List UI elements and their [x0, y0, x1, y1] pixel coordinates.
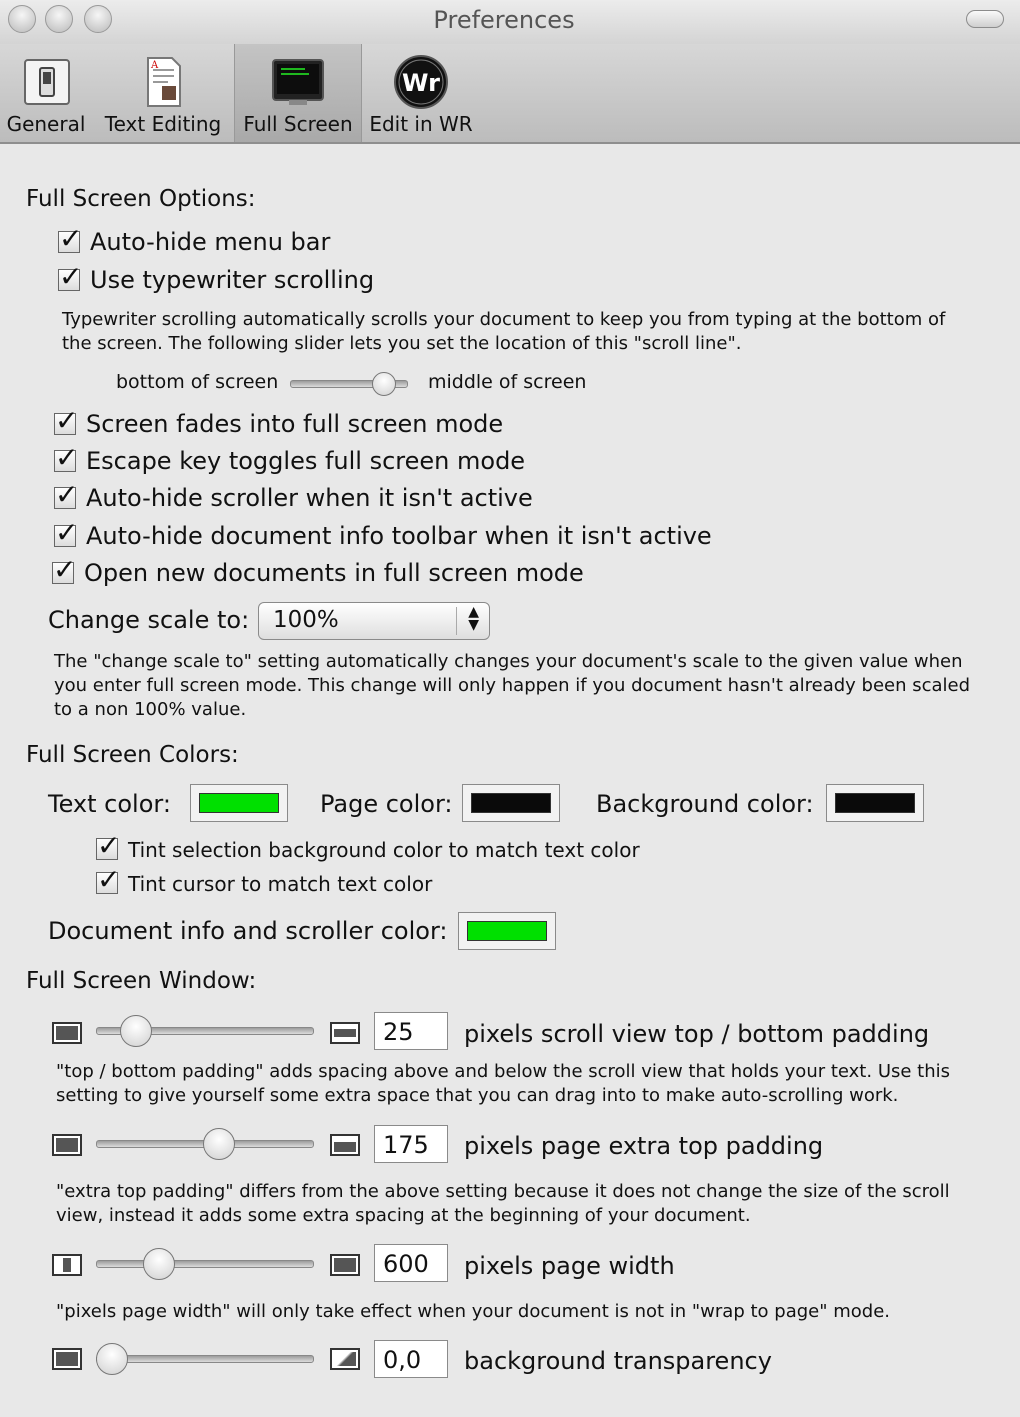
full-screen-options-heading: Full Screen Options: [26, 186, 256, 212]
full-screen-window-heading: Full Screen Window: [26, 968, 257, 994]
top-padding-input[interactable]: 175 [374, 1125, 448, 1163]
scroll-padding-input[interactable]: 25 [374, 1012, 448, 1050]
checkbox-checked-icon [96, 872, 118, 894]
checkbox-checked-icon [96, 838, 118, 860]
tab-edit-in-wr[interactable] [364, 44, 478, 142]
top-padding-description: "extra top padding" differs from the above setting because it does not change the size of the scroll view, instead it adds some extra spacing at the beginning of your document. [56, 1181, 950, 1226]
monitor-icon [269, 54, 327, 110]
page-color-label: Page color: [320, 790, 453, 818]
background-color-swatch [835, 793, 915, 813]
text-color-swatch [199, 793, 279, 813]
page-color-swatch [471, 793, 551, 813]
svg-text:Wr: Wr [402, 69, 440, 97]
checkbox-checked-icon [58, 231, 80, 253]
checkbox-checked-icon [54, 413, 76, 435]
checkbox-checked-icon [52, 562, 74, 584]
opaque-background-icon [52, 1348, 82, 1370]
tab-text-editing[interactable] [98, 44, 228, 142]
tab-edit-in-wr-label: Edit in WR [369, 112, 473, 136]
large-top-padding-icon [330, 1134, 360, 1156]
background-color-label: Background color: [596, 790, 814, 818]
scroll-line-slider-knob[interactable] [372, 372, 396, 396]
toolbar-toggle-button[interactable] [966, 10, 1004, 28]
transparent-background-icon [330, 1348, 360, 1370]
small-padding-icon [52, 1022, 82, 1044]
top-padding-slider-knob[interactable] [203, 1128, 235, 1160]
autohide-menu-checkbox[interactable]: ✓Auto-hide menu bar [58, 228, 330, 256]
checkbox-checked-icon [54, 450, 76, 472]
transparency-slider-knob[interactable] [96, 1343, 128, 1375]
autohide-toolbar-checkbox[interactable]: ✓Auto-hide document info toolbar when it isn't active [54, 522, 712, 550]
text-color-label: Text color: [48, 790, 171, 818]
escape-key-checkbox[interactable]: ✓Escape key toggles full screen mode [54, 447, 525, 475]
tab-full-screen-label: Full Screen [243, 112, 353, 136]
text-color-well[interactable] [190, 784, 288, 822]
full-screen-colors-heading: Full Screen Colors: [26, 742, 239, 768]
small-top-padding-icon [52, 1134, 82, 1156]
wide-page-icon [330, 1254, 360, 1276]
title-bar [0, 0, 1020, 44]
scroll-padding-slider-knob[interactable] [120, 1015, 152, 1047]
tab-full-screen[interactable] [234, 44, 362, 142]
tint-cursor-checkbox[interactable]: ✓Tint cursor to match text color [96, 872, 432, 896]
scale-description: The "change scale to" setting automatically changes your document's scale to the given value when you enter full screen mode. This change will only happen if you document hasn't already been scaled to a non 100% value. [54, 651, 971, 720]
page-width-input[interactable]: 600 [374, 1244, 448, 1282]
tab-general-label: General [6, 112, 86, 136]
checkbox-checked-icon [54, 525, 76, 547]
scroll-padding-description: "top / bottom padding" adds spacing above and below the scroll view that holds your text. Use this setting to give yourself some extra space that you can drag into to make auto-scrolling work. [56, 1061, 951, 1106]
large-padding-icon [330, 1022, 360, 1044]
docinfo-color-well[interactable] [458, 912, 556, 950]
updown-arrows-icon: ▲ ▼ [468, 604, 479, 633]
document-icon [134, 54, 192, 110]
tint-selection-checkbox[interactable]: ✓Tint selection background color to match text color [96, 838, 640, 862]
page-color-well[interactable] [462, 784, 560, 822]
tab-general[interactable] [0, 44, 92, 142]
preferences-toolbar [0, 44, 1020, 144]
open-new-fullscreen-checkbox[interactable]: ✓Open new documents in full screen mode [52, 559, 584, 587]
page-width-label: pixels page width [464, 1252, 675, 1280]
top-padding-label: pixels page extra top padding [464, 1132, 824, 1160]
transparency-input[interactable]: 0,0 [374, 1340, 448, 1378]
background-color-well[interactable] [826, 784, 924, 822]
transparency-label: background transparency [464, 1347, 772, 1375]
docinfo-color-label: Document info and scroller color: [48, 917, 448, 945]
window-title: Preferences [433, 6, 575, 34]
transparency-slider-track[interactable] [96, 1355, 314, 1363]
scale-select-value: 100% [273, 607, 339, 633]
typewriter-scrolling-checkbox[interactable]: ✓Use typewriter scrolling [58, 266, 374, 294]
typewriter-description: Typewriter scrolling automatically scrolls your document to keep you from typing at the bottom of the screen. The following slider lets you set the location of this "scroll line". [62, 309, 946, 354]
light-switch-icon [17, 54, 75, 110]
docinfo-color-swatch [467, 921, 547, 941]
page-width-description: "pixels page width" will only take effect when your document is not in "wrap to page" mode. [56, 1301, 891, 1322]
slider-right-label: middle of screen [428, 371, 587, 393]
change-scale-label: Change scale to: [48, 606, 250, 634]
autohide-scroller-checkbox[interactable]: ✓Auto-hide scroller when it isn't active [54, 484, 533, 512]
checkbox-checked-icon [54, 487, 76, 509]
svg-text:A: A [151, 60, 159, 71]
page-width-slider-track[interactable] [96, 1260, 314, 1268]
narrow-page-icon [52, 1254, 82, 1276]
checkbox-checked-icon [58, 269, 80, 291]
scale-select[interactable] [258, 602, 490, 640]
page-width-slider-knob[interactable] [143, 1248, 175, 1280]
slider-left-label: bottom of screen [116, 371, 279, 393]
screen-fades-checkbox[interactable]: ✓Screen fades into full screen mode [54, 410, 503, 438]
scroll-padding-label: pixels scroll view top / bottom padding [464, 1020, 930, 1048]
wr-logo-icon [392, 54, 450, 110]
tab-text-editing-label: Text Editing [104, 112, 222, 136]
